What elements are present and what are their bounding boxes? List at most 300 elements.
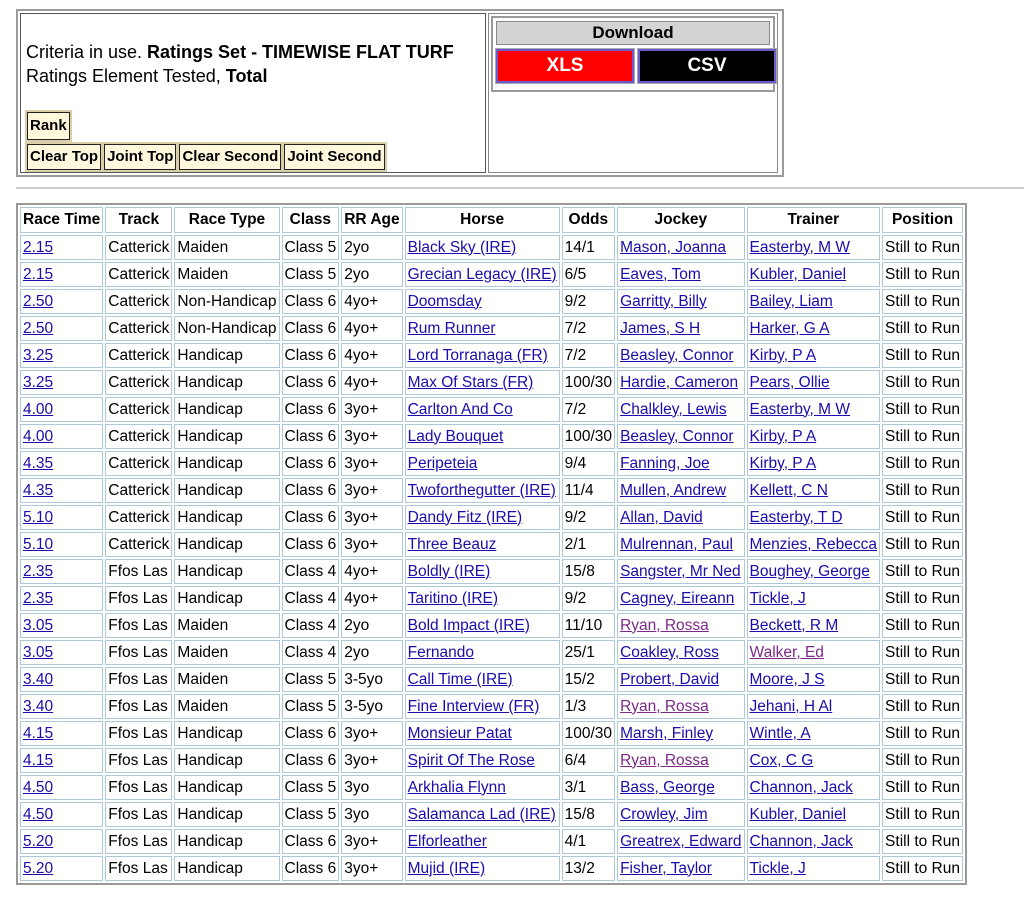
race-time-link[interactable]: 5.10 — [23, 508, 54, 526]
horse-link[interactable]: Arkhalia Flynn — [407, 778, 506, 796]
trainer-cell — [747, 586, 881, 611]
table-row — [20, 424, 963, 449]
class-cell: Class 4 — [282, 586, 340, 611]
table-row — [20, 343, 963, 368]
horse-link[interactable]: Dandy Fitz (IRE) — [407, 508, 523, 526]
jockey-cell — [617, 235, 744, 260]
trainer-cell — [747, 802, 881, 827]
jockey-link[interactable]: Garritty, Billy — [620, 292, 707, 310]
race-time-link[interactable]: 5.20 — [23, 832, 54, 850]
trainer-link[interactable]: Easterby, T D — [749, 508, 843, 526]
class-cell: Class 6 — [282, 478, 340, 503]
track-cell: Ffos Las — [105, 775, 172, 800]
jockey-link[interactable]: Coakley, Ross — [620, 643, 719, 661]
horse-link[interactable]: Lady Bouquet — [407, 427, 504, 445]
race-time-link[interactable]: 4.35 — [23, 454, 54, 472]
race-time-cell — [20, 370, 103, 395]
download-panel — [491, 16, 775, 92]
odds-cell: 15/8 — [562, 802, 615, 827]
column-header: Trainer — [747, 207, 881, 233]
race-time-link[interactable]: 4.00 — [23, 427, 54, 445]
race-time-cell — [20, 640, 103, 665]
age-cell: 3yo+ — [341, 424, 402, 449]
trainer-cell — [747, 829, 881, 854]
position-cell: Still to Run — [882, 343, 963, 368]
jockey-link[interactable]: Fisher, Taylor — [620, 859, 712, 877]
trainer-link[interactable]: Walker, Ed — [749, 643, 824, 661]
position-cell: Still to Run — [882, 802, 963, 827]
jockey-cell — [617, 748, 744, 773]
horse-cell — [405, 451, 560, 476]
odds-cell: 7/2 — [562, 397, 615, 422]
trainer-link[interactable]: Kirby, P A — [749, 454, 817, 472]
column-header: Jockey — [617, 207, 744, 233]
age-cell: 3yo+ — [341, 721, 402, 746]
jockey-link[interactable]: Greatrex, Edward — [620, 832, 742, 850]
race-type-cell: Handicap — [174, 424, 279, 449]
race-time-link[interactable]: 2.35 — [23, 589, 54, 607]
table-row — [20, 586, 963, 611]
age-cell: 4yo+ — [341, 586, 402, 611]
race-time-cell — [20, 289, 103, 314]
position-cell: Still to Run — [882, 478, 963, 503]
jockey-link[interactable]: Marsh, Finley — [620, 724, 714, 742]
race-time-link[interactable]: 3.05 — [23, 643, 54, 661]
age-cell: 3yo+ — [341, 478, 402, 503]
table-row — [20, 316, 963, 341]
class-cell: Class 6 — [282, 532, 340, 557]
joint-top-button[interactable]: Joint Top — [104, 144, 176, 170]
trainer-cell — [747, 451, 881, 476]
race-time-link[interactable]: 3.40 — [23, 670, 54, 688]
race-type-cell: Maiden — [174, 667, 279, 692]
jockey-cell — [617, 370, 744, 395]
race-time-link[interactable]: 2.15 — [23, 238, 54, 256]
criteria-prefix: Criteria in use. — [26, 42, 148, 62]
race-time-link[interactable]: 2.15 — [23, 265, 54, 283]
trainer-link[interactable]: Boughey, George — [749, 562, 870, 580]
class-cell: Class 6 — [282, 829, 340, 854]
race-time-link[interactable]: 3.25 — [23, 373, 54, 391]
race-time-link[interactable]: 2.50 — [23, 319, 54, 337]
trainer-link[interactable]: Tickle, J — [749, 859, 806, 877]
jockey-cell — [617, 505, 744, 530]
race-time-cell — [20, 532, 103, 557]
race-time-link[interactable]: 3.25 — [23, 346, 54, 364]
position-cell: Still to Run — [882, 559, 963, 584]
joint-second-button[interactable]: Joint Second — [284, 144, 384, 170]
position-cell: Still to Run — [882, 505, 963, 530]
trainer-link[interactable]: Easterby, M W — [749, 238, 851, 256]
trainer-link[interactable]: Menzies, Rebecca — [749, 535, 878, 553]
trainer-cell — [747, 613, 881, 638]
trainer-link[interactable]: Kirby, P A — [749, 427, 817, 445]
table-row — [20, 667, 963, 692]
race-type-cell: Handicap — [174, 532, 279, 557]
trainer-link[interactable]: Kubler, Daniel — [749, 805, 847, 823]
position-cell: Still to Run — [882, 856, 963, 881]
race-time-link[interactable]: 5.20 — [23, 859, 54, 877]
position-cell: Still to Run — [882, 640, 963, 665]
jockey-cell — [617, 667, 744, 692]
age-cell: 3-5yo — [341, 667, 402, 692]
race-time-link[interactable]: 4.15 — [23, 724, 54, 742]
jockey-link[interactable]: James, S H — [620, 319, 701, 337]
table-row — [20, 235, 963, 260]
race-type-cell: Handicap — [174, 802, 279, 827]
trainer-link[interactable]: Bailey, Liam — [749, 292, 833, 310]
jockey-link[interactable]: Beasley, Connor — [620, 427, 734, 445]
jockey-link[interactable]: Chalkley, Lewis — [620, 400, 727, 418]
track-cell: Catterick — [105, 235, 172, 260]
race-time-link[interactable]: 3.40 — [23, 697, 54, 715]
horse-cell — [405, 775, 560, 800]
jockey-link[interactable]: Bass, George — [620, 778, 715, 796]
race-time-link[interactable]: 4.00 — [23, 400, 54, 418]
horse-link[interactable]: Grecian Legacy (IRE) — [407, 265, 557, 283]
race-type-cell: Handicap — [174, 370, 279, 395]
jockey-link[interactable]: Sangster, Mr Ned — [620, 562, 741, 580]
table-row — [20, 856, 963, 881]
odds-cell: 100/30 — [562, 424, 615, 449]
column-header: Track — [105, 207, 172, 233]
odds-cell: 2/1 — [562, 532, 615, 557]
age-cell: 2yo — [341, 262, 402, 287]
odds-cell: 100/30 — [562, 721, 615, 746]
table-row — [20, 829, 963, 854]
odds-cell: 15/8 — [562, 559, 615, 584]
horse-link[interactable]: Peripeteia — [407, 454, 478, 472]
jockey-link[interactable]: Beasley, Connor — [620, 346, 734, 364]
table-header-row — [20, 207, 963, 233]
track-cell: Catterick — [105, 478, 172, 503]
race-time-link[interactable]: 4.35 — [23, 481, 54, 499]
horse-cell — [405, 613, 560, 638]
race-type-cell: Handicap — [174, 397, 279, 422]
horse-cell — [405, 856, 560, 881]
column-header: Odds — [562, 207, 615, 233]
race-type-cell: Handicap — [174, 721, 279, 746]
trainer-cell — [747, 694, 881, 719]
odds-cell: 15/2 — [562, 667, 615, 692]
position-cell: Still to Run — [882, 262, 963, 287]
position-cell: Still to Run — [882, 289, 963, 314]
age-cell: 3yo+ — [341, 748, 402, 773]
trainer-cell — [747, 235, 881, 260]
trainer-link[interactable]: Tickle, J — [749, 589, 806, 607]
horse-cell — [405, 397, 560, 422]
position-cell: Still to Run — [882, 586, 963, 611]
table-row — [20, 775, 963, 800]
trainer-cell — [747, 667, 881, 692]
jockey-link[interactable]: Ryan, Rossa — [620, 697, 709, 715]
table-row — [20, 694, 963, 719]
jockey-link[interactable]: Probert, David — [620, 670, 720, 688]
filter-buttons — [27, 144, 388, 170]
age-cell: 4yo+ — [341, 316, 402, 341]
position-cell: Still to Run — [882, 424, 963, 449]
horse-link[interactable]: Doomsday — [407, 292, 482, 310]
trainer-link[interactable]: Channon, Jack — [749, 832, 853, 850]
jockey-link[interactable]: Mason, Joanna — [620, 238, 727, 256]
race-time-link[interactable]: 2.35 — [23, 562, 54, 580]
jockey-link[interactable]: Ryan, Rossa — [620, 751, 709, 769]
horse-link[interactable]: Fernando — [407, 643, 474, 661]
trainer-cell — [747, 262, 881, 287]
track-cell: Catterick — [105, 289, 172, 314]
top-panel — [16, 9, 784, 177]
table-row — [20, 478, 963, 503]
age-cell: 4yo+ — [341, 559, 402, 584]
track-cell: Catterick — [105, 397, 172, 422]
race-time-cell — [20, 559, 103, 584]
odds-cell: 1/3 — [562, 694, 615, 719]
jockey-cell — [617, 694, 744, 719]
criteria-box — [20, 13, 486, 173]
track-cell: Ffos Las — [105, 586, 172, 611]
age-cell: 3yo+ — [341, 451, 402, 476]
jockey-cell — [617, 289, 744, 314]
race-time-cell — [20, 397, 103, 422]
jockey-cell — [617, 586, 744, 611]
position-cell: Still to Run — [882, 532, 963, 557]
trainer-link[interactable]: Wintle, A — [749, 724, 811, 742]
horse-cell — [405, 424, 560, 449]
odds-cell: 9/4 — [562, 451, 615, 476]
trainer-link[interactable]: Pears, Ollie — [749, 373, 830, 391]
trainer-link[interactable]: Kellett, C N — [749, 481, 828, 499]
class-cell: Class 6 — [282, 505, 340, 530]
trainer-link[interactable]: Harker, G A — [749, 319, 830, 337]
track-cell: Ffos Las — [105, 613, 172, 638]
odds-cell: 9/2 — [562, 586, 615, 611]
column-header: Race Type — [174, 207, 279, 233]
age-cell: 4yo+ — [341, 370, 402, 395]
horse-cell — [405, 370, 560, 395]
track-cell: Catterick — [105, 262, 172, 287]
trainer-link[interactable]: Channon, Jack — [749, 778, 853, 796]
jockey-link[interactable]: Hardie, Cameron — [620, 373, 739, 391]
trainer-link[interactable]: Easterby, M W — [749, 400, 851, 418]
race-time-cell — [20, 802, 103, 827]
age-cell: 2yo — [341, 640, 402, 665]
horse-link[interactable]: Elforleather — [407, 832, 487, 850]
odds-cell: 6/5 — [562, 262, 615, 287]
table-row — [20, 532, 963, 557]
race-time-cell — [20, 451, 103, 476]
trainer-link[interactable]: Kubler, Daniel — [749, 265, 847, 283]
horse-cell — [405, 748, 560, 773]
horse-cell — [405, 721, 560, 746]
odds-cell: 3/1 — [562, 775, 615, 800]
race-time-cell — [20, 343, 103, 368]
class-cell: Class 5 — [282, 694, 340, 719]
race-type-cell: Non-Handicap — [174, 316, 279, 341]
horse-link[interactable]: Bold Impact (IRE) — [407, 616, 530, 634]
horse-link[interactable]: Black Sky (IRE) — [407, 238, 517, 256]
element-prefix: Ratings Element Tested, — [26, 66, 226, 86]
horse-cell — [405, 235, 560, 260]
race-time-link[interactable]: 4.50 — [23, 778, 54, 796]
jockey-link[interactable]: Crowley, Jim — [620, 805, 708, 823]
horse-link[interactable]: Three Beauz — [407, 535, 497, 553]
odds-cell: 4/1 — [562, 829, 615, 854]
race-time-cell — [20, 505, 103, 530]
trainer-cell — [747, 343, 881, 368]
table-row — [20, 640, 963, 665]
horse-link[interactable]: Rum Runner — [407, 319, 496, 337]
trainer-link[interactable]: Jehani, H Al — [749, 697, 833, 715]
odds-cell: 9/2 — [562, 505, 615, 530]
jockey-cell — [617, 721, 744, 746]
odds-cell: 11/4 — [562, 478, 615, 503]
race-time-link[interactable]: 5.10 — [23, 535, 54, 553]
odds-cell: 7/2 — [562, 343, 615, 368]
track-cell: Ffos Las — [105, 856, 172, 881]
table-row — [20, 505, 963, 530]
class-cell: Class 6 — [282, 451, 340, 476]
horse-link[interactable]: Lord Torranaga (FR) — [407, 346, 548, 364]
race-type-cell: Maiden — [174, 235, 279, 260]
clear-top-button[interactable]: Clear Top — [27, 144, 101, 170]
class-cell: Class 5 — [282, 262, 340, 287]
race-time-link[interactable]: 2.50 — [23, 292, 54, 310]
position-cell: Still to Run — [882, 775, 963, 800]
odds-cell: 100/30 — [562, 370, 615, 395]
track-cell: Ffos Las — [105, 694, 172, 719]
trainer-cell — [747, 478, 881, 503]
position-cell: Still to Run — [882, 451, 963, 476]
horse-cell — [405, 559, 560, 584]
race-type-cell: Maiden — [174, 262, 279, 287]
jockey-cell — [617, 559, 744, 584]
horse-link[interactable]: Carlton And Co — [407, 400, 513, 418]
track-cell: Catterick — [105, 532, 172, 557]
odds-cell: 14/1 — [562, 235, 615, 260]
track-cell: Catterick — [105, 343, 172, 368]
divider — [16, 187, 1024, 189]
trainer-cell — [747, 856, 881, 881]
position-cell: Still to Run — [882, 694, 963, 719]
class-cell: Class 4 — [282, 559, 340, 584]
race-time-cell — [20, 694, 103, 719]
jockey-link[interactable]: Allan, David — [620, 508, 703, 526]
race-type-cell: Non-Handicap — [174, 289, 279, 314]
table-row — [20, 613, 963, 638]
jockey-cell — [617, 802, 744, 827]
jockey-link[interactable]: Mulrennan, Paul — [620, 535, 733, 553]
class-cell: Class 5 — [282, 667, 340, 692]
horse-link[interactable]: Boldly (IRE) — [407, 562, 491, 580]
race-time-link[interactable]: 4.50 — [23, 805, 54, 823]
track-cell: Ffos Las — [105, 667, 172, 692]
race-time-link[interactable]: 4.15 — [23, 751, 54, 769]
class-cell: Class 5 — [282, 775, 340, 800]
trainer-link[interactable]: Kirby, P A — [749, 346, 817, 364]
horse-cell — [405, 667, 560, 692]
race-type-cell: Maiden — [174, 613, 279, 638]
rank-button[interactable]: Rank — [27, 112, 70, 140]
horse-link[interactable]: Mujid (IRE) — [407, 859, 486, 877]
horse-cell — [405, 505, 560, 530]
position-cell: Still to Run — [882, 316, 963, 341]
class-cell: Class 5 — [282, 802, 340, 827]
position-cell: Still to Run — [882, 613, 963, 638]
class-cell: Class 6 — [282, 397, 340, 422]
horse-link[interactable]: Salamanca Lad (IRE) — [407, 805, 556, 823]
odds-cell: 13/2 — [562, 856, 615, 881]
race-type-cell: Handicap — [174, 343, 279, 368]
column-header: Horse — [405, 207, 560, 233]
trainer-cell — [747, 775, 881, 800]
class-cell: Class 6 — [282, 316, 340, 341]
jockey-cell — [617, 424, 744, 449]
class-cell: Class 6 — [282, 424, 340, 449]
jockey-link[interactable]: Ryan, Rossa — [620, 616, 709, 634]
jockey-cell — [617, 532, 744, 557]
age-cell: 4yo+ — [341, 343, 402, 368]
track-cell: Ffos Las — [105, 640, 172, 665]
race-type-cell: Handicap — [174, 586, 279, 611]
jockey-cell — [617, 856, 744, 881]
horse-link[interactable]: Fine Interview (FR) — [407, 697, 540, 715]
horse-cell — [405, 289, 560, 314]
horse-link[interactable]: Call Time (IRE) — [407, 670, 513, 688]
xls-download-button[interactable]: XLS — [496, 49, 634, 83]
ratings-set: Ratings Set - TIMEWISE FLAT TURF — [147, 42, 454, 62]
position-cell: Still to Run — [882, 748, 963, 773]
race-type-cell: Handicap — [174, 748, 279, 773]
age-cell: 3yo+ — [341, 532, 402, 557]
jockey-cell — [617, 397, 744, 422]
jockey-link[interactable]: Cagney, Eireann — [620, 589, 735, 607]
horse-link[interactable]: Spirit Of The Rose — [407, 751, 535, 769]
age-cell: 2yo — [341, 613, 402, 638]
race-time-link[interactable]: 3.05 — [23, 616, 54, 634]
horse-cell — [405, 694, 560, 719]
odds-cell: 9/2 — [562, 289, 615, 314]
odds-cell: 11/10 — [562, 613, 615, 638]
track-cell: Ffos Las — [105, 748, 172, 773]
track-cell: Catterick — [105, 451, 172, 476]
race-time-cell — [20, 856, 103, 881]
clear-second-button[interactable]: Clear Second — [179, 144, 281, 170]
horse-link[interactable]: Twoforthegutter (IRE) — [407, 481, 556, 499]
download-box — [488, 13, 778, 173]
csv-download-button[interactable]: CSV — [638, 49, 776, 83]
horse-link[interactable]: Max Of Stars (FR) — [407, 373, 534, 391]
trainer-link[interactable]: Beckett, R M — [749, 616, 839, 634]
race-type-cell: Handicap — [174, 478, 279, 503]
trainer-link[interactable]: Cox, C G — [749, 751, 814, 769]
jockey-link[interactable]: Fanning, Joe — [620, 454, 710, 472]
position-cell: Still to Run — [882, 235, 963, 260]
race-time-cell — [20, 721, 103, 746]
horse-link[interactable]: Monsieur Patat — [407, 724, 512, 742]
jockey-link[interactable]: Mullen, Andrew — [620, 481, 727, 499]
age-cell: 2yo — [341, 235, 402, 260]
trainer-cell — [747, 559, 881, 584]
age-cell: 3yo — [341, 775, 402, 800]
jockey-link[interactable]: Eaves, Tom — [620, 265, 701, 283]
odds-cell: 7/2 — [562, 316, 615, 341]
position-cell: Still to Run — [882, 397, 963, 422]
age-cell: 3yo+ — [341, 505, 402, 530]
horse-link[interactable]: Taritino (IRE) — [407, 589, 499, 607]
trainer-link[interactable]: Moore, J S — [749, 670, 825, 688]
race-time-cell — [20, 235, 103, 260]
trainer-cell — [747, 289, 881, 314]
